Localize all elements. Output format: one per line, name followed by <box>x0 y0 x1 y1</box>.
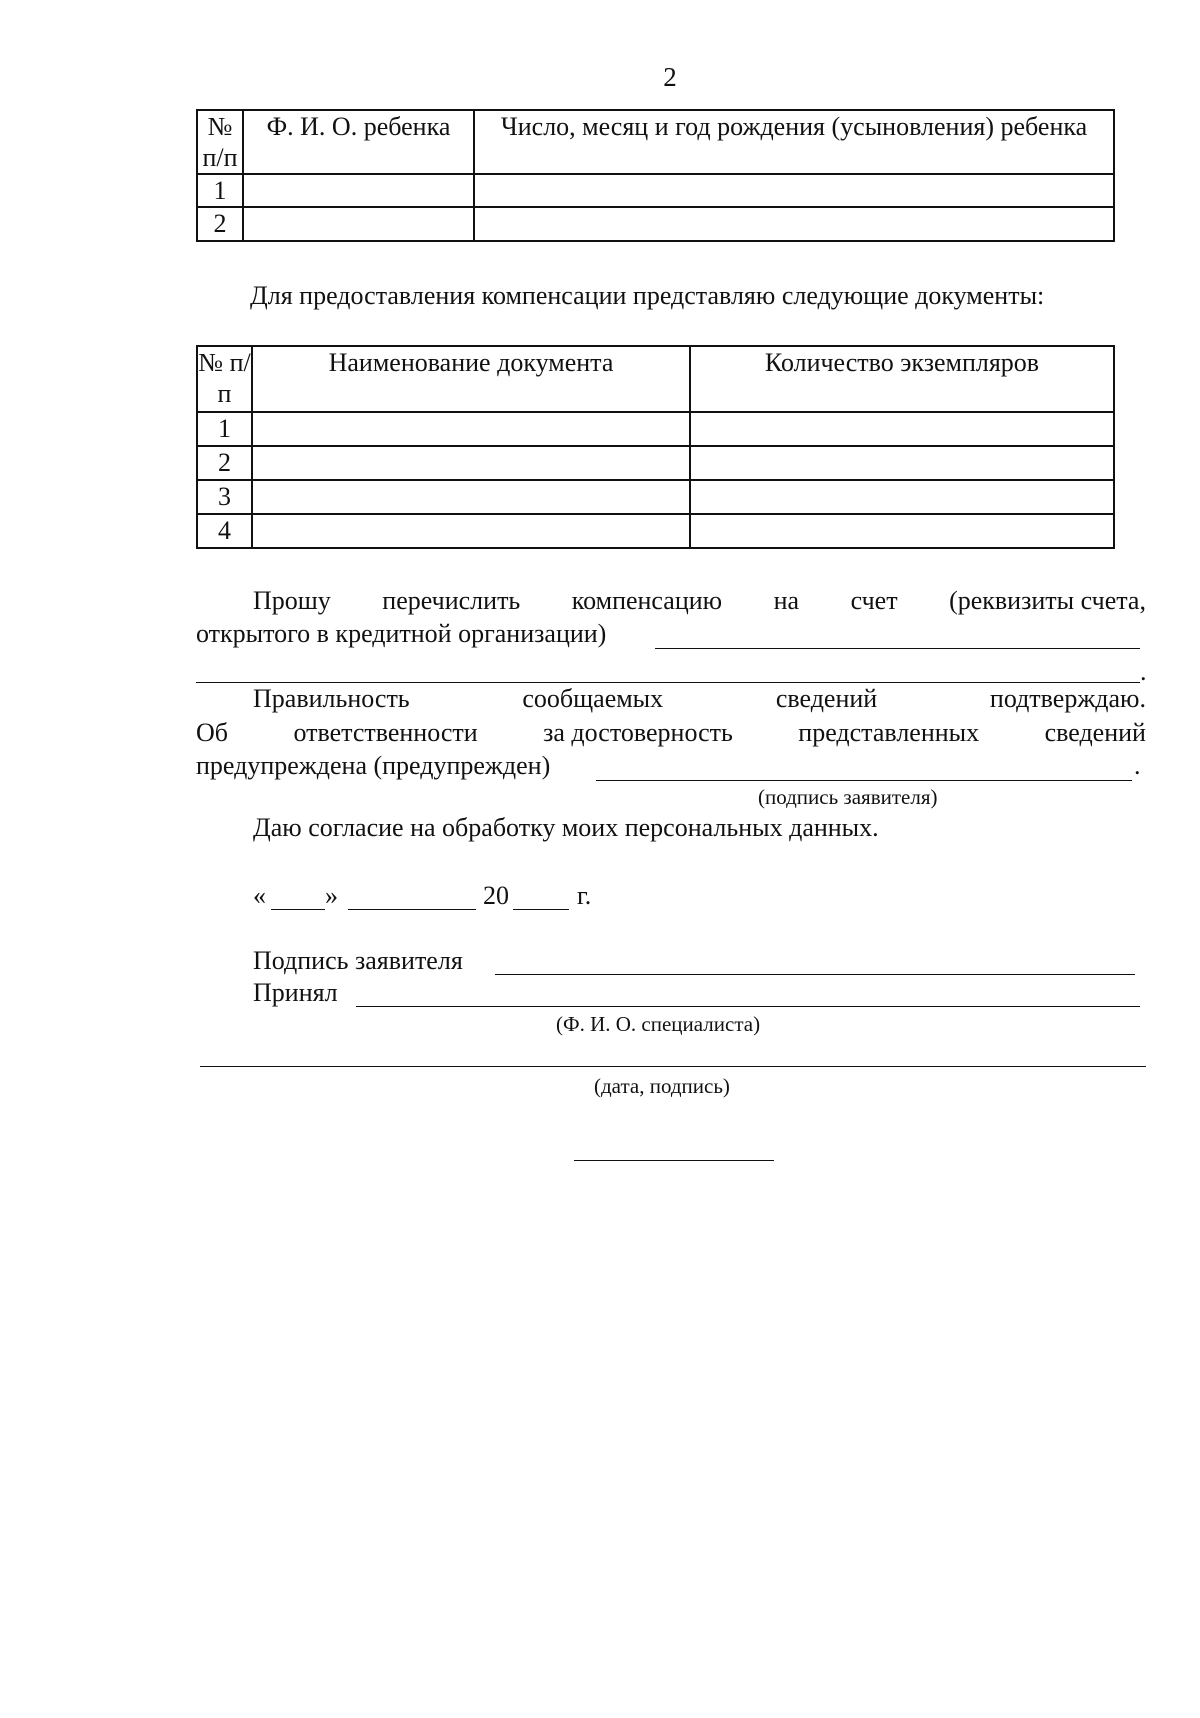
consent-text: Даю согласие на обработку моих персональных данных. <box>253 813 879 842</box>
applicant-signature-caption: (подпись заявителя) <box>758 785 938 809</box>
applicant-signature-field[interactable] <box>596 780 1132 781</box>
confirmation-line2: Об ответственности за достоверность представленных сведений <box>196 718 1146 747</box>
table-row <box>197 446 1114 480</box>
table-row <box>197 174 1114 207</box>
copies-count-cell[interactable] <box>690 446 1114 480</box>
table-row <box>197 514 1114 548</box>
date-year-prefix: 20 <box>483 881 509 910</box>
confirmation-line1: Правильность сообщаемых сведений подтверждаю. <box>253 684 1146 713</box>
row-number: 4 <box>197 514 252 548</box>
header-copies-count: Количество экземпляров <box>690 346 1114 412</box>
row-number: 1 <box>197 174 243 207</box>
date-signature-caption: (дата, подпись) <box>594 1074 730 1098</box>
birth-date-cell[interactable] <box>474 174 1114 207</box>
date-day-field[interactable] <box>271 909 325 910</box>
period-mark: . <box>1134 751 1141 780</box>
date-year-field[interactable] <box>513 909 569 910</box>
row-number: 3 <box>197 480 252 514</box>
confirmation-line3: предупреждена (предупрежден) <box>196 751 551 780</box>
applicant-signature-label: Подпись заявителя <box>253 946 463 975</box>
table-row <box>197 207 1114 241</box>
header-birth-date: Число, месяц и год рождения (усыновления) ребенка <box>474 110 1114 174</box>
account-details-field-line1[interactable] <box>655 648 1140 649</box>
date-signature-line[interactable] <box>200 1066 1146 1067</box>
date-close-quote: » <box>325 881 338 910</box>
documents-intro: Для предоставления компенсации представляю следующие документы: <box>250 281 1045 310</box>
row-number: 1 <box>197 412 252 446</box>
copies-count-cell[interactable] <box>690 412 1114 446</box>
end-divider <box>574 1160 774 1161</box>
header-document-name: Наименование документа <box>252 346 690 412</box>
specialist-name-line[interactable] <box>356 1006 1140 1007</box>
specialist-caption: (Ф. И. О. специалиста) <box>556 1012 761 1036</box>
period-mark: . <box>1140 657 1147 686</box>
child-name-cell[interactable] <box>243 207 474 241</box>
applicant-signature-line[interactable] <box>495 974 1135 975</box>
document-name-cell[interactable] <box>252 446 690 480</box>
document-name-cell[interactable] <box>252 514 690 548</box>
copies-count-cell[interactable] <box>690 514 1114 548</box>
header-number: № п/п <box>197 346 252 412</box>
table-row <box>197 480 1114 514</box>
date-month-field[interactable] <box>348 909 476 910</box>
page-number: 2 <box>663 62 677 92</box>
document-name-cell[interactable] <box>252 412 690 446</box>
header-number: № п/п <box>197 110 243 174</box>
transfer-request-line2: открытого в кредитной организации) <box>196 619 607 648</box>
date-year-suffix: г. <box>577 881 592 910</box>
document-name-cell[interactable] <box>252 480 690 514</box>
row-number: 2 <box>197 207 243 241</box>
header-child-name: Ф. И. О. ребенка <box>243 110 474 174</box>
row-number: 2 <box>197 446 252 480</box>
table-header-row <box>197 110 1114 174</box>
received-label: Принял <box>253 978 338 1007</box>
copies-count-cell[interactable] <box>690 480 1114 514</box>
documents-table <box>196 345 1115 549</box>
transfer-request-line1: Прошу перечислить компенсацию на счет (реквизиты счета, <box>253 586 1146 615</box>
account-details-field-line2[interactable] <box>196 682 1140 683</box>
table-header-row <box>197 346 1114 412</box>
children-table <box>196 109 1115 242</box>
date-open-quote: « <box>253 881 266 910</box>
birth-date-cell[interactable] <box>474 207 1114 241</box>
table-row <box>197 412 1114 446</box>
child-name-cell[interactable] <box>243 174 474 207</box>
